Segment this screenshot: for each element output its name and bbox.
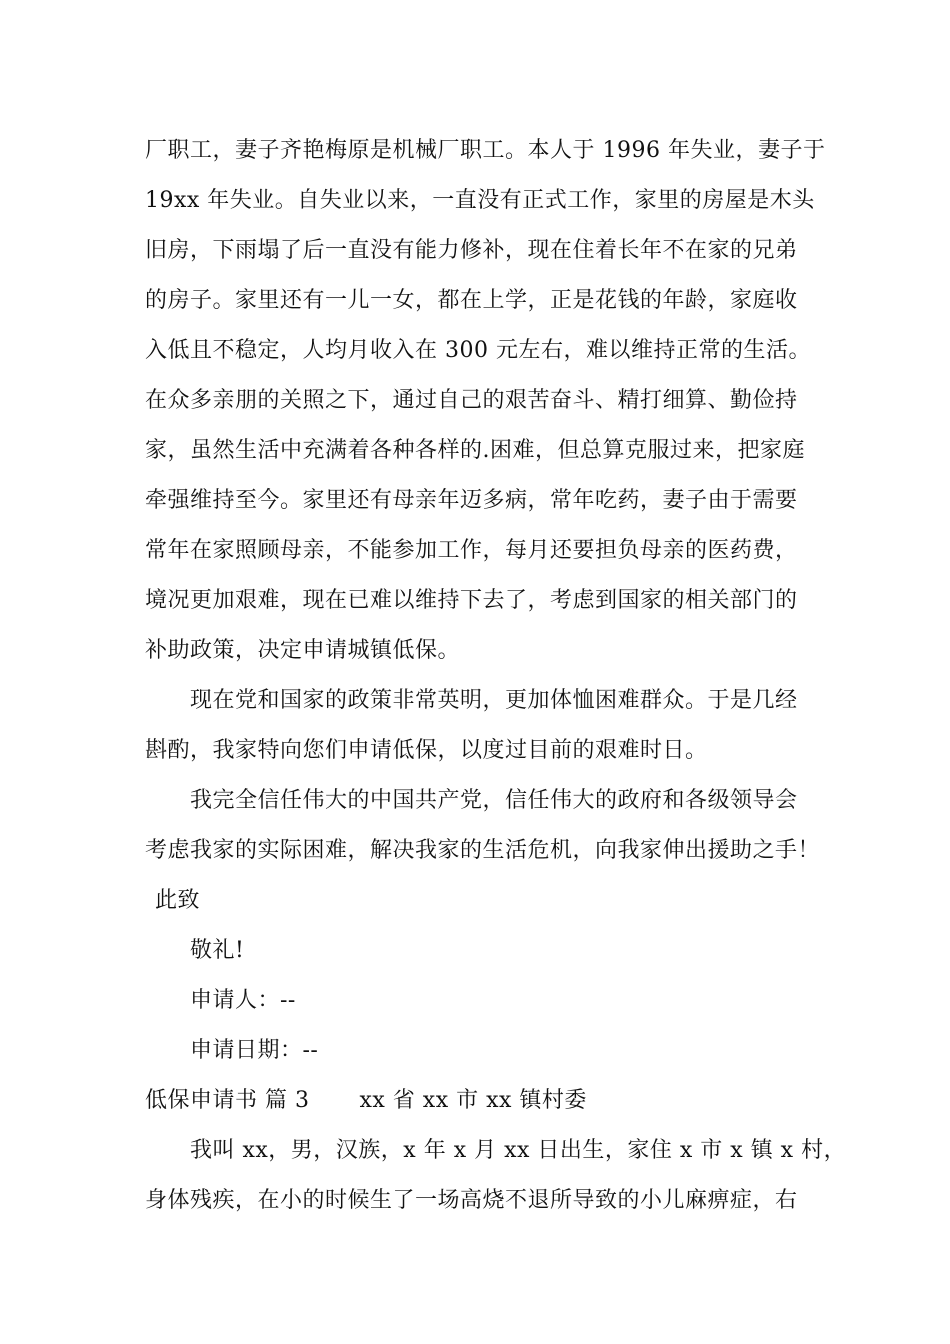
paragraph1-line: 厂职工，妻子齐艳梅原是机械厂职工。本人于 1996 年失业，妻子于 (145, 138, 826, 163)
paragraph3-line: 考虑我家的实际困难，解决我家的生活危机，向我家伸出援助之手！ (145, 838, 821, 863)
section-heading (145, 1086, 815, 1116)
section-title: 低保申请书 篇 3 (145, 1088, 310, 1113)
paragraph1-line: 家，虽然生活中充满着各种各样的.困难，但总算克服过来，把家庭 (145, 438, 805, 463)
paragraph1-line: 补助政策，决定申请城镇低保。 (145, 638, 461, 663)
paragraph1-line: 入低且不稳定，人均月收入在 300 元左右，难以维持正常的生活。 (145, 338, 811, 363)
paragraph1-line: 的房子。家里还有一儿一女，都在上学，正是花钱的年龄，家庭收 (145, 288, 798, 313)
date-line: 申请日期：-- (190, 1038, 319, 1063)
closing-cizhi: 此致 (155, 888, 201, 913)
section-recipient: xx 省 xx 市 xx 镇村委 (359, 1088, 587, 1113)
paragraph2-line: 现在党和国家的政策非常英明，更加体恤困难群众。于是几经 (190, 688, 798, 713)
paragraph1-line: 在众多亲朋的关照之下，通过自己的艰苦奋斗、精打细算、勤俭持 (145, 388, 798, 413)
paragraph4-line: 我叫 xx，男，汉族，x 年 x 月 xx 日出生，家住 x 市 x 镇 x 村， (190, 1138, 847, 1163)
applicant-line: 申请人：-- (190, 988, 296, 1013)
paragraph1-line: 境况更加艰难，现在已难以维持下去了，考虑到国家的相关部门的 (145, 588, 798, 613)
paragraph3-line: 我完全信任伟大的中国共产党，信任伟大的政府和各级领导会 (190, 788, 798, 813)
paragraph1-line: 19xx 年失业。自失业以来，一直没有正式工作，家里的房屋是木头 (145, 188, 815, 213)
paragraph4-line: 身体残疾，在小的时候生了一场高烧不退所导致的小儿麻痹症，右 (145, 1188, 798, 1213)
closing-jingli: 敬礼! (190, 938, 245, 963)
paragraph2-line: 斟酌，我家特向您们申请低保，以度过目前的艰难时日。 (145, 738, 708, 763)
paragraph1-line: 牵强维持至今。家里还有母亲年迈多病，常年吃药，妻子由于需要 (145, 488, 798, 513)
paragraph1-line: 旧房，下雨塌了后一直没有能力修补，现在住着长年不在家的兄弟 (145, 238, 798, 263)
paragraph1-line: 常年在家照顾母亲，不能参加工作，每月还要担负母亲的医药费， (145, 538, 798, 563)
